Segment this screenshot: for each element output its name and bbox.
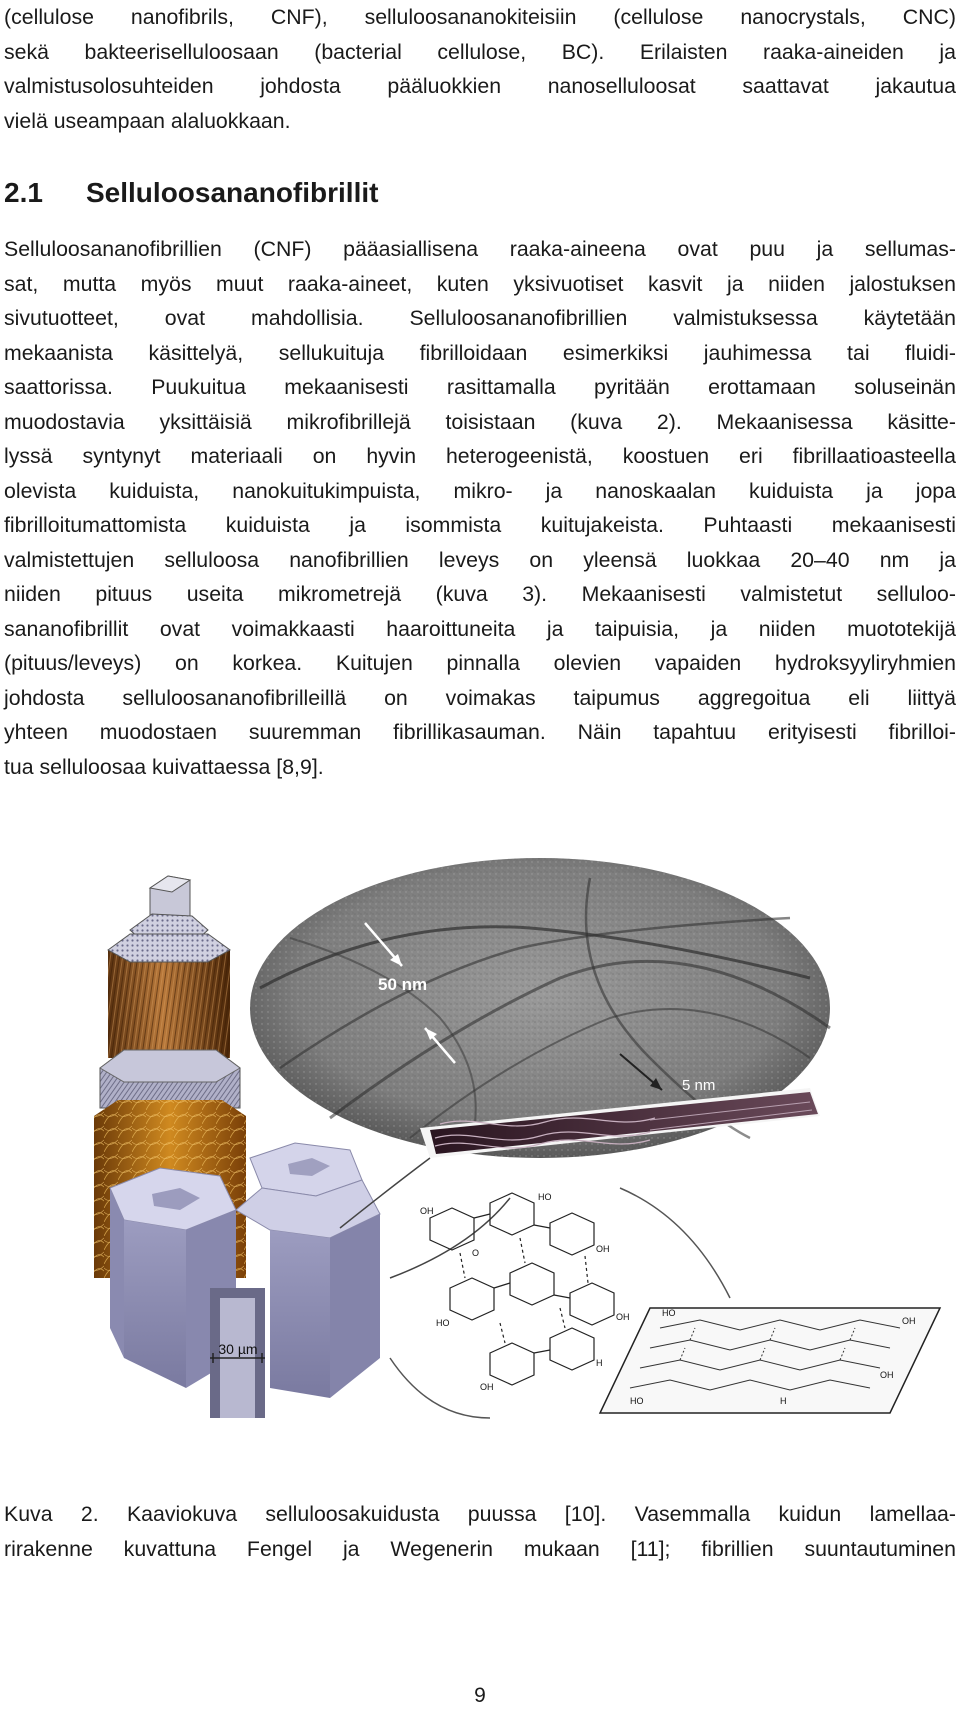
text-line: olevista kuiduista, nanokuitukimpuista, mikro- ja nanoskaalan kuiduista ja jopa [4, 478, 956, 503]
text-line: niiden pituus useita mikrometrejä (kuva 3). Mekaanisesti valmistetut selluloo- [4, 582, 956, 606]
cellulose-fiber-figure [90, 858, 960, 1463]
figure-caption [4, 1497, 956, 1566]
text-line: fibrilloitumattomista kuiduista ja isommista kuitujakeista. Puhtaasti mekaanisesti [4, 513, 956, 537]
chemistry-labels [420, 1192, 630, 1392]
svg-text:HO: HO [630, 1396, 644, 1406]
text-line: sananofibrillit ovat voimakkaasti haaroittuneita ja taipuisia, ja niiden muototekijä [4, 616, 956, 641]
text-line: valmistettujen selluloosa nanofibrillien leveys on yleensä luokkaa 20–40 nm ja [4, 547, 956, 572]
intro-paragraph [4, 0, 956, 138]
text-line: (pituus/leveys) on korkea. Kuitujen pinnalla olevien vapaiden hydroksyyliryhmien [4, 651, 956, 675]
scale-label-50nm: 50 nm [378, 975, 428, 994]
text-line: muodostavia yksittäisiä mikrofibrillejä toisistaan (kuva 2). Mekaanisessa käsitte- [4, 409, 956, 434]
text-line: saattorissa. Puukuitua mekaanisesti rasittamalla pyritään erottamaan soluseinän [4, 375, 956, 399]
section-number: 2.1 [4, 177, 43, 208]
section-title: Selluloosananofibrillit [86, 177, 379, 208]
text-line: yhteen muodostaen suuremman fibrillikasauman. Näin tapahtuu erityisesti fibrilloi- [4, 720, 956, 744]
svg-text:HO: HO [662, 1308, 676, 1318]
svg-text:OH: OH [616, 1312, 630, 1322]
page-number: 9 [474, 1684, 486, 1707]
text-line: sat, mutta myös muut raaka-aineet, kuten yksivuotiset kasvit ja niiden jalostuksen [4, 271, 956, 296]
svg-text:HO: HO [538, 1192, 552, 1202]
scale-label-30um: 30 µm [218, 1341, 258, 1357]
svg-text:H: H [596, 1358, 603, 1368]
scale-label-5nm: 5 nm [682, 1077, 716, 1094]
cellulose-sheet-structure [390, 1188, 940, 1418]
svg-text:H: H [780, 1396, 787, 1406]
cellulose-molecular-structure [430, 1193, 614, 1385]
section-heading [4, 173, 378, 213]
text-line: valmistusolosuhteiden johdosta pääluokkien nanoselluloosat saattavat jakautua [4, 74, 956, 98]
text-line: vielä useampaan alaluokkaan. [4, 108, 291, 133]
svg-text:OH: OH [420, 1206, 434, 1216]
text-line: lyssä syntynyt materiaali on hyvin heterogeenistä, koostuen eri fibrillaatioasteella [4, 444, 956, 468]
text-line: sekä bakteeriselluloosaan (bacterial cellulose, BC). Erilaisten raaka-aineiden ja [4, 39, 956, 64]
text-line: (cellulose nanofibrils, CNF), selluloosananokiteisiin (cellulose nanocrystals, CNC) [4, 5, 956, 29]
svg-text:OH: OH [902, 1316, 916, 1326]
text-line: sivutuotteet, ovat mahdollisia. Selluloosananofibrillien valmistuksessa käytetään [4, 306, 956, 330]
text-line: mekaanista käsittelyä, sellukuituja fibrilloidaan esimerkiksi jauhimessa tai fluidi- [4, 340, 956, 365]
text-line: Selluloosananofibrillien (CNF) pääasiallisena raaka-aineena ovat puu ja sellumas- [4, 237, 956, 261]
text-line: rirakenne kuvattuna Fengel ja Wegenerin mukaan [11]; fibrillien suuntautuminen [4, 1536, 956, 1561]
svg-text:O: O [472, 1248, 480, 1258]
svg-text:OH: OH [480, 1382, 494, 1392]
text-line: johdosta selluloosananofibrilleillä on voimakas taipumus aggregoitua eli liittyä [4, 685, 956, 710]
svg-text:OH: OH [596, 1244, 610, 1254]
body-paragraph [4, 232, 956, 784]
svg-text:OH: OH [880, 1370, 894, 1380]
svg-text:HO: HO [436, 1318, 450, 1328]
text-line: Kuva 2. Kaaviokuva selluloosakuidusta puussa [10]. Vasemmalla kuidun lamellaa- [4, 1502, 956, 1526]
text-line: tua selluloosaa kuivattaessa [8,9]. [4, 754, 324, 779]
